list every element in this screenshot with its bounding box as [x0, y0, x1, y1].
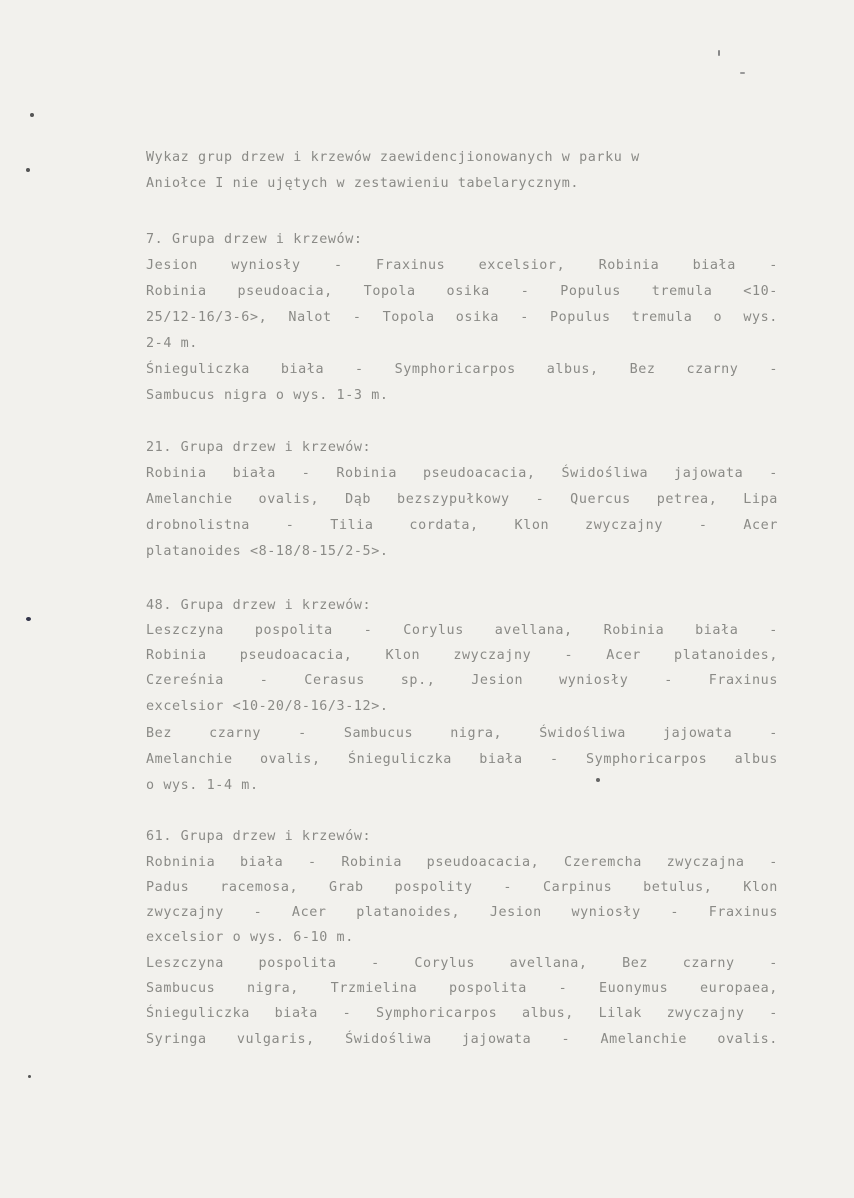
- scan-speck: [26, 617, 31, 621]
- group-61-line-8: [146, 1032, 778, 1048]
- word: sp.,: [400, 673, 436, 688]
- group-48-heading: 48. Grupa drzew i krzewów:: [146, 598, 372, 613]
- word: wyniosły: [231, 258, 301, 273]
- word: -: [503, 880, 513, 895]
- word: betulus,: [643, 880, 713, 895]
- word: Fraxinus: [375, 258, 446, 273]
- word: o: [713, 310, 723, 325]
- word: ovalis,: [258, 492, 320, 507]
- word: Symphoricarpos: [586, 752, 708, 767]
- word: Świdośliwa: [539, 726, 626, 741]
- word: nigra,: [450, 726, 503, 741]
- word: -: [769, 726, 778, 741]
- word: zwyczajny: [585, 518, 663, 533]
- word: Robinia: [146, 284, 207, 299]
- word: Topola: [382, 310, 435, 325]
- word: Jesion: [146, 258, 198, 273]
- word: Czereśnia: [146, 673, 224, 688]
- word: -: [769, 362, 778, 377]
- word: -: [301, 466, 311, 481]
- group-7-line-4: 2-4 m.: [146, 336, 198, 351]
- word: pseudoacacia,: [426, 855, 540, 870]
- word: pseudoacacia,: [239, 648, 353, 663]
- word: Robninia: [146, 855, 216, 870]
- word: zwyczajny: [146, 905, 224, 920]
- intro-line-2: Aniołce I nie ujętych w zestawieniu tabelarycznym.: [146, 176, 580, 191]
- group-61-line-2: [146, 880, 778, 896]
- word: jajowata: [461, 1032, 532, 1047]
- word: -: [558, 981, 568, 996]
- word: Lipa: [743, 492, 778, 507]
- word: pospolita: [258, 956, 337, 971]
- word: tremula: [651, 284, 713, 299]
- word: Bez: [629, 362, 656, 377]
- word: europaea,: [699, 981, 778, 996]
- word: Sambucus: [146, 981, 216, 996]
- word: Fraxinus: [708, 905, 778, 920]
- group-21-line-4: platanoides <8-18/8-15/2-5>.: [146, 544, 389, 559]
- word: Czeremcha: [563, 855, 642, 870]
- word: biała: [280, 362, 325, 377]
- word: biała: [232, 466, 276, 481]
- group-61-line-1: [146, 855, 778, 871]
- word: petrea,: [656, 492, 718, 507]
- word: racemosa,: [220, 880, 299, 895]
- group-61-line-5: [146, 956, 778, 972]
- word: nigra,: [246, 981, 299, 996]
- group-7-line-6: Sambucus nigra o wys. 1-3 m.: [146, 388, 389, 403]
- group-21-line-3: [146, 518, 778, 534]
- word: Acer: [743, 518, 778, 533]
- word: -: [769, 623, 778, 638]
- scan-speck: [28, 1075, 31, 1078]
- word: Śnieguliczka: [146, 362, 250, 377]
- word: ovalis,: [259, 752, 321, 767]
- word: Śnieguliczka: [347, 752, 452, 767]
- word: -: [371, 956, 380, 971]
- word: Padus: [146, 880, 190, 895]
- scan-speck: [596, 778, 600, 782]
- scan-speck: [740, 72, 745, 74]
- word: czarny: [686, 362, 739, 377]
- word: pseudoacacia,: [422, 466, 536, 481]
- word: Fraxinus: [708, 673, 778, 688]
- word: pospolity: [394, 880, 473, 895]
- word: pseudoacia,: [237, 284, 333, 299]
- group-7-line-1: [146, 258, 778, 274]
- word: Lilak: [598, 1006, 642, 1021]
- scan-speck: [718, 50, 720, 56]
- word: osika: [446, 284, 490, 299]
- word: -: [355, 362, 364, 377]
- word: czarny: [209, 726, 262, 741]
- scan-speck: [26, 168, 30, 172]
- word: pospolita: [448, 981, 527, 996]
- group-7-line-2: [146, 284, 778, 300]
- word: Trzmielina: [330, 981, 418, 996]
- word: drobnolistna: [146, 518, 250, 533]
- word: osika: [455, 310, 500, 325]
- word: platanoides,: [674, 648, 778, 663]
- word: Syringa: [146, 1032, 207, 1047]
- word: Klon: [385, 648, 421, 663]
- group-61-heading: 61. Grupa drzew i krzewów:: [146, 829, 372, 844]
- word: -: [342, 1006, 352, 1021]
- word: albus,: [521, 1006, 574, 1021]
- group-61-line-7: [146, 1006, 778, 1022]
- word: Symphoricarpos: [376, 1006, 498, 1021]
- word: czarny: [682, 956, 735, 971]
- word: Dąb: [345, 492, 372, 507]
- word: zwyczajny: [453, 648, 532, 663]
- word: Amelanchie: [146, 492, 233, 507]
- word: Jesion: [489, 905, 542, 920]
- word: cordata,: [409, 518, 479, 533]
- word: Amelanchie: [146, 752, 233, 767]
- word: Populus: [560, 284, 621, 299]
- word: Symphoricarpos: [394, 362, 516, 377]
- word: -: [333, 258, 343, 273]
- word: Robinia: [341, 855, 402, 870]
- word: biała: [479, 752, 523, 767]
- word: Klon: [743, 880, 778, 895]
- word: Quercus: [570, 492, 631, 507]
- word: wyniosły: [571, 905, 641, 920]
- group-48-line-5: [146, 726, 778, 742]
- group-61-line-6: [146, 981, 778, 997]
- word: Robinia: [598, 258, 660, 273]
- word: -: [549, 752, 559, 767]
- word: -: [769, 855, 778, 870]
- word: wyniosły: [559, 673, 629, 688]
- group-7-line-5: [146, 362, 778, 378]
- word: tremula: [631, 310, 693, 325]
- word: -: [698, 518, 708, 533]
- word: -: [298, 726, 307, 741]
- word: ovalis.: [717, 1032, 778, 1047]
- word: -: [670, 905, 680, 920]
- group-48-line-1: [146, 623, 778, 639]
- word: Euonymus: [598, 981, 669, 996]
- word: Klon: [514, 518, 550, 533]
- word: zwyczajny: [666, 1006, 745, 1021]
- word: Populus: [549, 310, 611, 325]
- word: <10-: [743, 284, 778, 299]
- group-48-line-7: o wys. 1-4 m.: [146, 778, 259, 793]
- group-48-line-3: [146, 673, 778, 689]
- word: avellana,: [494, 623, 573, 638]
- word: Corylus: [414, 956, 475, 971]
- word: pospolita: [254, 623, 333, 638]
- word: 25/12-16/3-6>,: [146, 310, 268, 325]
- word: -: [769, 258, 778, 273]
- word: Nalot: [288, 310, 332, 325]
- word: Tilia: [330, 518, 374, 533]
- word: -: [535, 492, 545, 507]
- word: Robinia: [146, 466, 207, 481]
- word: -: [259, 673, 269, 688]
- word: biała: [274, 1006, 318, 1021]
- word: Robinia: [146, 648, 207, 663]
- word: excelsior,: [478, 258, 566, 273]
- group-61-line-4: excelsior o wys. 6-10 m.: [146, 930, 354, 945]
- word: -: [561, 1032, 571, 1047]
- word: avellana,: [509, 956, 588, 971]
- word: Leszczyna: [146, 623, 224, 638]
- group-48-line-6: [146, 752, 778, 768]
- word: biała: [695, 623, 739, 638]
- word: -: [769, 956, 778, 971]
- word: Corylus: [403, 623, 464, 638]
- group-7-line-3: [146, 310, 778, 326]
- group-61-line-3: [146, 905, 778, 921]
- word: -: [520, 284, 530, 299]
- word: -: [769, 466, 778, 481]
- word: Carpinus: [542, 880, 613, 895]
- word: -: [664, 673, 673, 688]
- word: Cerasus: [304, 673, 365, 688]
- word: albus: [734, 752, 778, 767]
- word: -: [520, 310, 529, 325]
- word: platanoides,: [356, 905, 461, 920]
- word: Acer: [291, 905, 327, 920]
- word: -: [769, 1006, 778, 1021]
- word: wys.: [743, 310, 778, 325]
- word: -: [253, 905, 263, 920]
- word: biała: [692, 258, 736, 273]
- word: Leszczyna: [146, 956, 224, 971]
- word: vulgaris,: [236, 1032, 315, 1047]
- group-7-heading: 7. Grupa drzew i krzewów:: [146, 232, 363, 247]
- word: -: [307, 855, 317, 870]
- group-21-heading: 21. Grupa drzew i krzewów:: [146, 440, 372, 455]
- group-48-line-4: excelsior <10-20/8-16/3-12>.: [146, 699, 389, 714]
- word: Amelanchie: [600, 1032, 688, 1047]
- intro-line-1: Wykaz grup drzew i krzewów zaewidencjionowanych w parku w: [146, 150, 640, 165]
- word: bezszypułkowy: [397, 492, 510, 507]
- word: Robinia: [603, 623, 665, 638]
- scan-speck: [30, 113, 34, 117]
- word: -: [352, 310, 362, 325]
- word: Robinia: [336, 466, 398, 481]
- word: Świdośliwa: [561, 466, 649, 481]
- word: -: [564, 648, 574, 663]
- group-21-line-2: [146, 492, 778, 508]
- word: -: [285, 518, 295, 533]
- word: Bez: [622, 956, 649, 971]
- word: Topola: [363, 284, 416, 299]
- word: zwyczajna: [666, 855, 745, 870]
- word: albus,: [546, 362, 599, 377]
- group-48-line-2: [146, 648, 778, 664]
- word: jajowata: [674, 466, 744, 481]
- word: Bez: [146, 726, 172, 741]
- word: -: [363, 623, 373, 638]
- word: biała: [239, 855, 284, 870]
- word: jajowata: [662, 726, 733, 741]
- word: Śnieguliczka: [146, 1006, 250, 1021]
- word: Sambucus: [343, 726, 414, 741]
- group-21-line-1: [146, 466, 778, 482]
- word: Świdośliwa: [345, 1032, 432, 1047]
- word: Acer: [606, 648, 641, 663]
- word: Grab: [329, 880, 364, 895]
- word: Jesion: [471, 673, 524, 688]
